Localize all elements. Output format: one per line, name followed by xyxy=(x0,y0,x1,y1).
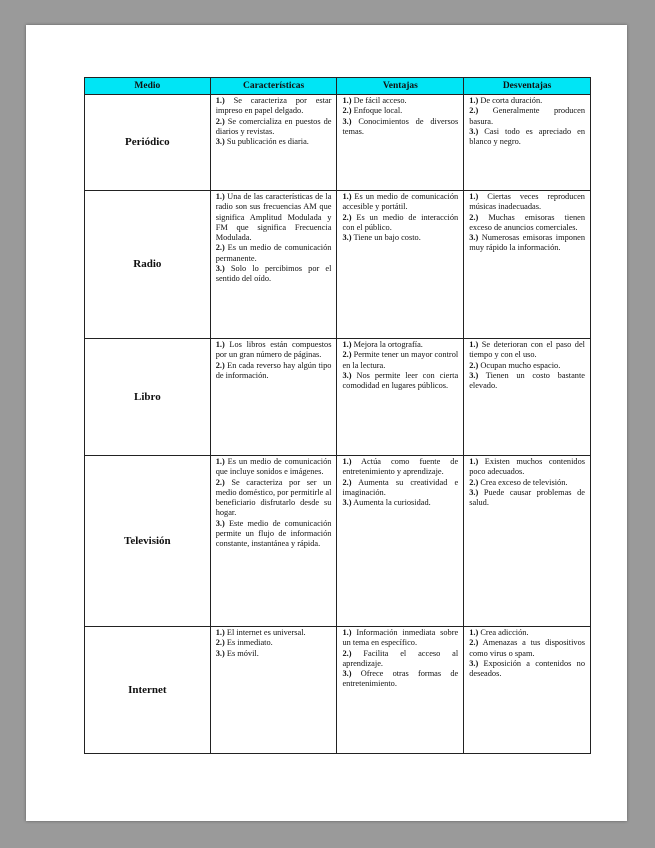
document-page xyxy=(26,25,627,821)
medium-cell: Libro xyxy=(85,339,211,456)
table-header-row xyxy=(85,78,591,95)
desventajas-cell: 1.) Crea adicción. 2.) Amenazas a tus dispositivos como virus o spam. 3.) Exposición a contenidos no deseados. xyxy=(464,627,591,754)
medium-cell: Periódico xyxy=(85,95,211,191)
header-medio: Medio xyxy=(85,78,211,95)
header-desventajas: Desventajas xyxy=(464,78,591,95)
desventajas-cell: 1.) Ciertas veces reproducen músicas inadecuadas. 2.) Muchas emisoras tienen exceso de anuncios comerciales. 3.) Numerosas emisoras imponen muy rápido la información. xyxy=(464,191,591,339)
ventajas-cell: 1.) De fácil acceso. 2.) Enfoque local. 3.) Conocimientos de diversos temas. xyxy=(337,95,464,191)
header-caracteristicas: Características xyxy=(210,78,337,95)
desventajas-cell: 1.) Se deterioran con el paso del tiempo y con el uso. 2.) Ocupan mucho espacio. 3.) Tienen un costo bastante elevado. xyxy=(464,339,591,456)
desventajas-cell: 1.) De corta duración. 2.) Generalmente producen basura. 3.) Casi todo es apreciado en blanco y negro. xyxy=(464,95,591,191)
row-periodico xyxy=(85,95,591,191)
row-libro xyxy=(85,339,591,456)
caracteristicas-cell: 1.) Una de las características de la radio son sus frecuencias AM que significa Amplitud Modulada y FM que significa Frecuencia Modulada. 2.) Es un medio de comunicación permanente. 3.) Solo lo percibimos por el sentido del oído. xyxy=(210,191,337,339)
ventajas-cell: 1.) Actúa como fuente de entretenimiento y aprendizaje. 2.) Aumenta su creatividad e imaginación. 3.) Aumenta la curiosidad. xyxy=(337,456,464,627)
medium-cell: Internet xyxy=(85,627,211,754)
ventajas-cell: 1.) Mejora la ortografía. 2.) Permite tener un mayor control en la lectura. 3.) Nos permite leer con cierta comodidad en lugares públicos. xyxy=(337,339,464,456)
caracteristicas-cell: 1.) Es un medio de comunicación que incluye sonidos e imágenes. 2.) Se caracteriza por ser un medio doméstico, por permitirle al beneficiario disfrutarlo desde su hogar. 3.) Este medio de comunicación permite un flujo de información constante, instantánea y rápida. xyxy=(210,456,337,627)
caracteristicas-cell: 1.) El internet es universal. 2.) Es inmediato. 3.) Es móvil. xyxy=(210,627,337,754)
caracteristicas-cell: 1.) Se caracteriza por estar impreso en papel delgado. 2.) Se comercializa en puestos de diarios y revistas. 3.) Su publicación es diaria. xyxy=(210,95,337,191)
desventajas-cell: 1.) Existen muchos contenidos poco adecuados. 2.) Crea exceso de televisión. 3.) Puede causar problemas de salud. xyxy=(464,456,591,627)
media-comparison-table xyxy=(84,77,591,754)
medium-cell: Radio xyxy=(85,191,211,339)
row-internet xyxy=(85,627,591,754)
medium-cell: Televisión xyxy=(85,456,211,627)
ventajas-cell: 1.) Es un medio de comunicación accesible y portátil. 2.) Es un medio de interacción con el público. 3.) Tiene un bajo costo. xyxy=(337,191,464,339)
ventajas-cell: 1.) Información inmediata sobre un tema en específico. 2.) Facilita el acceso al aprendizaje. 3.) Ofrece otras formas de entretenimiento. xyxy=(337,627,464,754)
row-television xyxy=(85,456,591,627)
caracteristicas-cell: 1.) Los libros están compuestos por un gran número de páginas. 2.) En cada reverso hay algún tipo de información. xyxy=(210,339,337,456)
header-ventajas: Ventajas xyxy=(337,78,464,95)
row-radio xyxy=(85,191,591,339)
